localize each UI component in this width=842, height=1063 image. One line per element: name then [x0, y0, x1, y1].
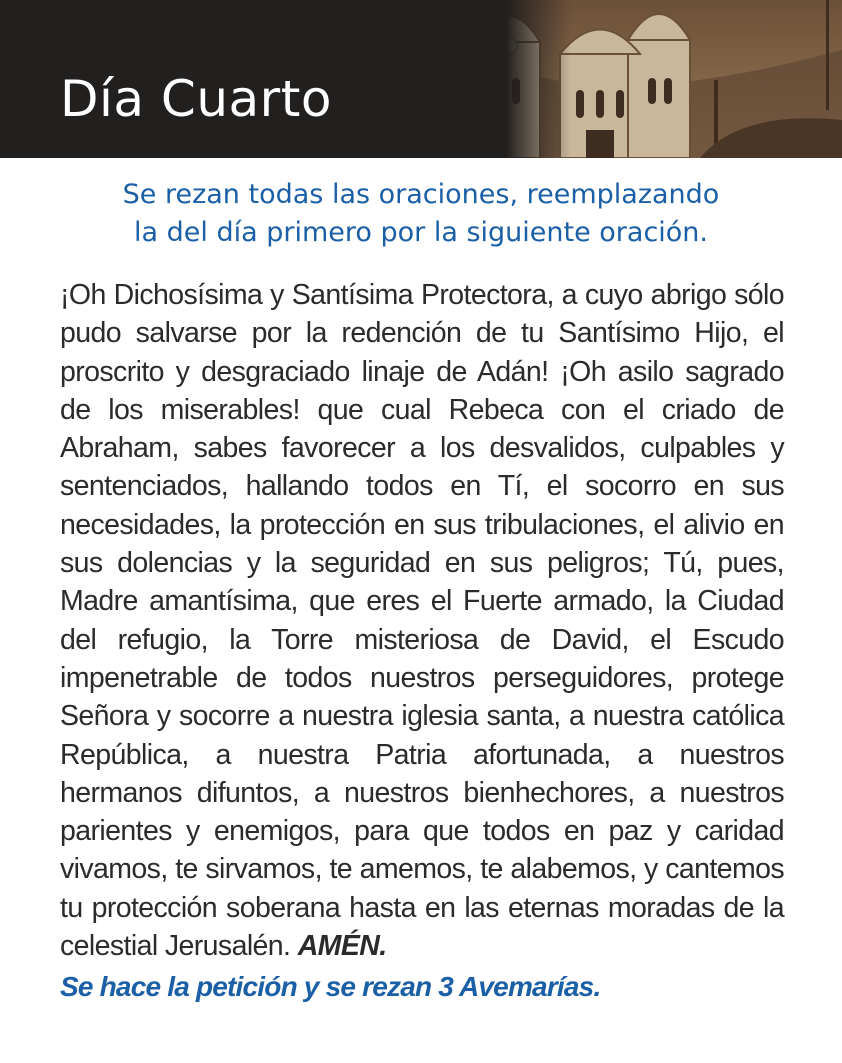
prayer-text [60, 276, 784, 965]
amen-label: AMÉN. [297, 930, 387, 963]
page-title: Día Cuarto [60, 70, 332, 128]
prayer-body: ¡Oh Dichosísima y Santísima Protectora, a cuyo abrigo sólo pudo salvarse por la redención de tu Santísimo Hijo, el proscrito y desgraciado linaje de Adán! ¡Oh asilo sagrado de los miserables! que cual Rebeca con el criado de Abraham, sabes favorecer a los desvalidos, culpables y sentenciados, hallando todos en Tí, el socorro en sus necesidades, la protección en sus tribulaciones, el alivio en sus dolencias y la seguridad en sus peligros; Tú, pues, Madre amantísima, que eres el Fuerte armado, la Ciudad del refugio, la Torre misteriosa de David, el Escudo impenetrable de todos nuestros perseguidores, protege Señora y socorre a nuestra iglesia santa, a nuestra católica República, a nuestra Patria afortunada, a nuestros hermanos difuntos, a nuestros bienhechores, a nuestros parientes y enemigos, para que todos en paz y caridad vivamos, te sirvamos, te amemos, te alabemos, y cantemos tu protección soberana hasta en las eternas moradas de la celestial Jerusalén. [60, 279, 784, 963]
subtitle-line: Se rezan todas las oraciones, reemplazando [122, 179, 720, 210]
header-banner [0, 0, 842, 158]
closing-note: Se hace la petición y se rezan 3 Avemarías. [60, 971, 601, 1002]
instructions-subtitle [0, 176, 842, 252]
subtitle-line: la del día primero por la siguiente oración. [133, 217, 708, 248]
